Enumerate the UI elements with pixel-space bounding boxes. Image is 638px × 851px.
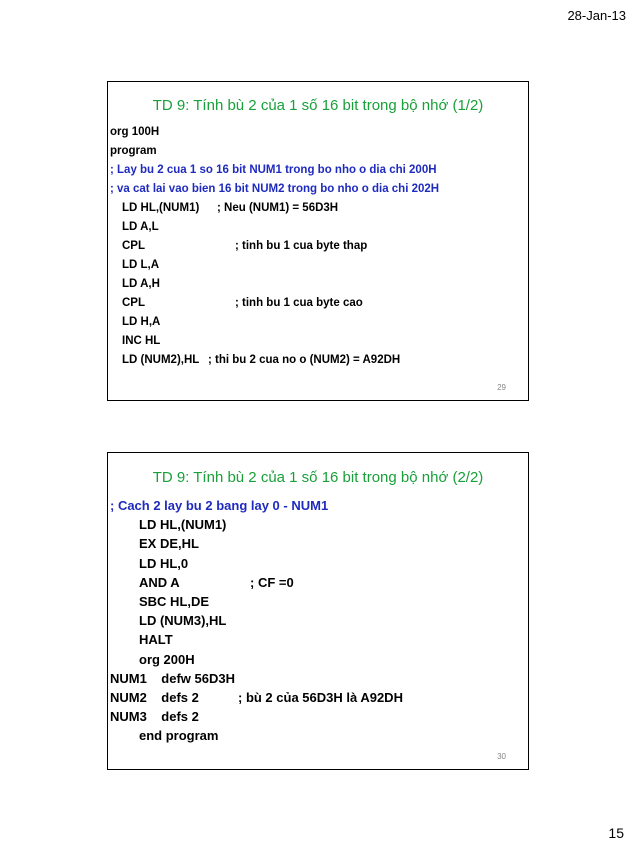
slide-title: TD 9: Tính bù 2 của 1 số 16 bit trong bộ nhớ (1/2) <box>152 97 484 114</box>
code-instruction: LD HL,(NUM1) <box>122 202 200 214</box>
code-instruction: AND A <box>139 574 180 590</box>
code-line <box>108 218 528 237</box>
slide-29 <box>107 81 529 401</box>
slide-title: TD 9: Tính bù 2 của 1 số 16 bit trong bộ nhớ (2/2) <box>152 469 484 486</box>
code-line <box>108 707 528 726</box>
code-instruction: NUM1 defw 56D3H <box>110 670 235 686</box>
code-line <box>108 573 528 592</box>
code-line <box>108 294 528 313</box>
code-instruction: org 100H <box>110 126 160 138</box>
code-line <box>108 199 528 218</box>
slide-30 <box>107 452 529 770</box>
code-instruction: EX DE,HL <box>139 536 199 552</box>
code-line <box>108 180 528 199</box>
code-line <box>108 688 528 707</box>
code-listing <box>108 496 528 745</box>
page-number: 15 <box>608 825 624 841</box>
code-instruction: HALT <box>139 632 173 648</box>
code-line <box>108 669 528 688</box>
code-line <box>108 592 528 611</box>
code-line <box>108 534 528 553</box>
code-comment: ; thi bu 2 cua no o (NUM2) = A92DH <box>208 354 401 366</box>
code-instruction: CPL <box>122 240 145 252</box>
code-comment: ; bù 2 của 56D3H là A92DH <box>238 689 403 705</box>
code-line <box>108 650 528 669</box>
slide-number: 29 <box>497 383 506 392</box>
code-line <box>108 611 528 630</box>
code-line <box>108 515 528 534</box>
code-instruction: LD H,A <box>122 316 161 328</box>
code-line <box>108 313 528 332</box>
code-instruction: LD (NUM2),HL <box>122 354 200 366</box>
code-line <box>108 630 528 649</box>
code-line <box>108 496 528 515</box>
code-line <box>108 142 528 161</box>
code-instruction: LD L,A <box>122 259 160 271</box>
code-line <box>108 351 528 370</box>
code-line <box>108 554 528 573</box>
code-instruction: org 200H <box>139 651 195 667</box>
code-instruction: SBC HL,DE <box>139 593 210 609</box>
code-instruction: LD HL,0 <box>139 555 189 571</box>
code-line <box>108 332 528 351</box>
code-instruction: ; Lay bu 2 cua 1 so 16 bit NUM1 trong bo nho o dia chi 200H <box>110 164 437 176</box>
code-line <box>108 256 528 275</box>
code-listing <box>108 123 528 370</box>
code-instruction: program <box>110 145 157 157</box>
code-line <box>108 161 528 180</box>
code-comment: ; tinh bu 1 cua byte thap <box>235 240 368 252</box>
code-instruction: LD A,L <box>122 221 159 233</box>
code-instruction: LD HL,(NUM1) <box>139 517 227 533</box>
code-instruction: ; Cach 2 lay bu 2 bang lay 0 - NUM1 <box>110 498 329 513</box>
page-date: 28-Jan-13 <box>567 8 626 23</box>
code-instruction: ; va cat lai vao bien 16 bit NUM2 trong bo nho o dia chi 202H <box>110 183 440 195</box>
code-comment: ; tinh bu 1 cua byte cao <box>235 297 363 309</box>
code-line <box>108 123 528 142</box>
code-instruction: CPL <box>122 297 145 309</box>
code-comment: ; Neu (NUM1) = 56D3H <box>217 202 339 214</box>
code-instruction: LD (NUM3),HL <box>139 613 227 629</box>
code-line <box>108 275 528 294</box>
code-instruction: LD A,H <box>122 278 160 290</box>
slide-number: 30 <box>497 752 506 761</box>
code-instruction: end program <box>139 728 219 744</box>
code-instruction: NUM2 defs 2 <box>110 689 199 705</box>
code-line <box>108 726 528 745</box>
code-comment: ; CF =0 <box>250 574 294 590</box>
code-line <box>108 237 528 256</box>
code-instruction: INC HL <box>122 335 161 347</box>
code-instruction: NUM3 defs 2 <box>110 709 199 725</box>
